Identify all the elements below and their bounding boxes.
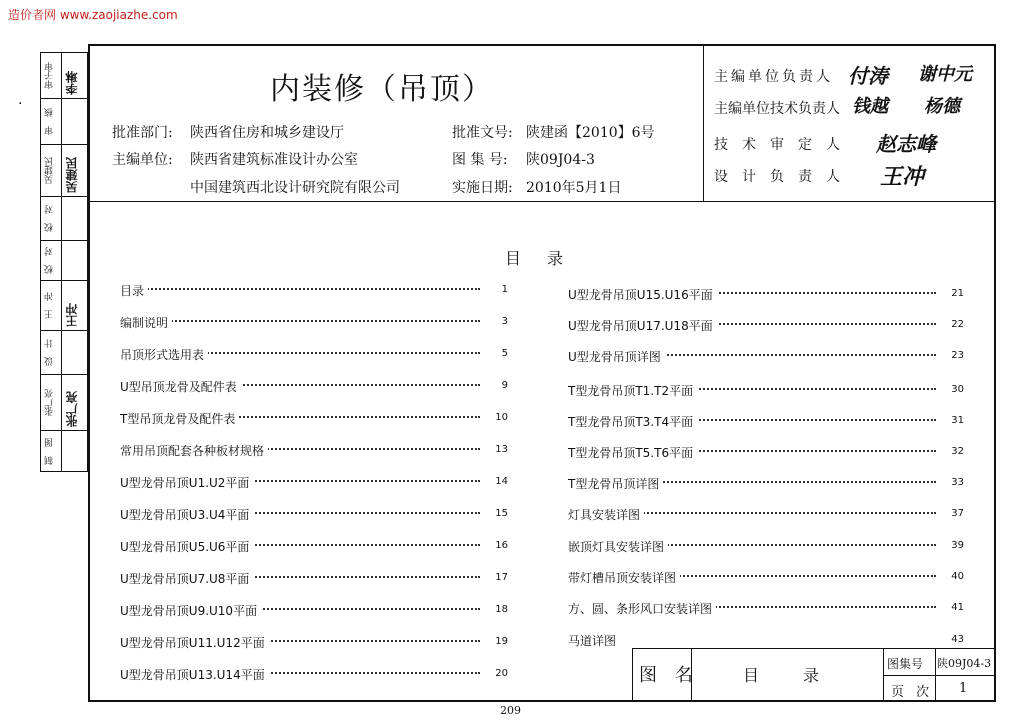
page-number: 209: [500, 704, 521, 717]
toc-item[interactable]: [568, 600, 964, 618]
strip-label: 制 图: [45, 438, 55, 466]
toc-item[interactable]: [568, 538, 964, 556]
header-vertical-divider: [703, 44, 704, 201]
strip-label: 校 对: [45, 205, 55, 233]
toc-item-page: 32: [940, 446, 964, 457]
toc-item[interactable]: [120, 602, 508, 620]
resp-label-1: 主编单位负责人: [714, 69, 833, 85]
toc-item[interactable]: [120, 346, 508, 364]
toc-item-name: 编制说明: [120, 314, 172, 331]
toc-item[interactable]: [120, 314, 508, 332]
toc-item-name: U型龙骨吊顶U7.U8平面: [120, 570, 253, 587]
toc-item-name: 吊顶形式选用表: [120, 346, 208, 363]
toc-item-page: 16: [484, 540, 508, 551]
toc-item-name: U型吊顶龙骨及配件表: [120, 378, 241, 395]
toc-item[interactable]: [568, 348, 964, 366]
toc-item-name: 方、圆、条形风口安装详图: [568, 600, 716, 617]
toc-item-name: U型龙骨吊顶U11.U12平面: [120, 634, 269, 651]
drawing-name: 目 录: [743, 666, 834, 685]
toc-item[interactable]: [120, 570, 508, 588]
toc-item-page: 1: [484, 284, 508, 295]
strip-signature: 吴建民: [65, 157, 79, 193]
page-title: 内装修（吊顶）: [270, 72, 494, 107]
toc-item-name: 嵌顶灯具安装详图: [568, 538, 668, 555]
toc-item-name: U型龙骨吊顶U3.U4平面: [120, 506, 253, 523]
toc-item[interactable]: [568, 569, 964, 587]
toc-item-page: 22: [940, 319, 964, 330]
toc-item[interactable]: [120, 634, 508, 652]
toc-item[interactable]: [568, 506, 964, 524]
resp-signature-3: 赵志峰: [876, 132, 936, 156]
toc-item-page: 5: [484, 348, 508, 359]
toc-item-name: T型吊顶龙骨及配件表: [120, 410, 239, 427]
drawing-name-label: 图 名: [639, 665, 699, 686]
toc-item-page: 33: [940, 477, 964, 488]
toc-item[interactable]: [568, 286, 964, 304]
toc-item-page: 40: [940, 571, 964, 582]
toc-item-name: T型龙骨吊顶T1.T2平面: [568, 382, 697, 399]
strip-signature: 张广亮: [65, 391, 79, 427]
toc-title: 目录: [505, 249, 590, 268]
strip-label: 设 计: [45, 339, 55, 367]
toc-item[interactable]: [120, 378, 508, 396]
date-label: 实施日期:: [452, 180, 513, 196]
toc-item-page: 30: [940, 384, 964, 395]
resp-label-2: 主编单位技术负责人: [714, 101, 840, 117]
editor-2: 中国建筑西北设计研究院有限公司: [190, 180, 400, 196]
resp-label-3: 技术审定人: [714, 137, 854, 153]
toc-item-page: 18: [484, 604, 508, 615]
toc-item-name: U型龙骨吊顶U17.U18平面: [568, 317, 717, 334]
doc-no-label: 批准文号:: [452, 125, 513, 141]
toc-item-name: U型龙骨吊顶U5.U6平面: [120, 538, 253, 555]
toc-item-name: U型龙骨吊顶U1.U2平面: [120, 474, 253, 491]
toc-item[interactable]: [568, 382, 964, 400]
strip-signature: 李琳: [65, 71, 79, 95]
toc-item-name: 马道详图: [568, 632, 620, 649]
strip-label: 审子审: [45, 62, 55, 90]
atlas-no: 陕09J04-3: [526, 152, 595, 168]
strip-signature: 王冲: [65, 303, 79, 327]
resp-label-4: 设计负责人: [714, 169, 854, 185]
watermark: 造价者网 www.zaojiazhe.com: [8, 8, 178, 22]
editor-label: 主编单位:: [112, 152, 173, 168]
toc-item-page: 13: [484, 444, 508, 455]
toc-item-page: 37: [940, 508, 964, 519]
resp-signature-4: 王冲: [880, 164, 925, 190]
toc-item-page: 17: [484, 572, 508, 583]
strip-label: 张广亮: [45, 389, 55, 417]
approve-dept: 陕西省住房和城乡建设厅: [190, 125, 344, 141]
toc-item-name: U型龙骨吊顶U13.U14平面: [120, 666, 269, 683]
toc-item[interactable]: [120, 442, 508, 460]
resp-signature-1b: 谢中元: [918, 64, 972, 85]
doc-no: 陕建函【2010】6号: [526, 125, 655, 141]
strip-label: 吴建民: [45, 157, 55, 185]
toc-item-name: U型龙骨吊顶U15.U16平面: [568, 286, 717, 303]
side-sign-strip: [40, 52, 88, 472]
strip-label: 王 冲: [45, 292, 55, 320]
editor-1: 陕西省建筑标准设计办公室: [190, 152, 358, 168]
toc-item[interactable]: [120, 538, 508, 556]
page-label: 页 次: [891, 685, 934, 700]
dot-mark: ·: [18, 96, 23, 112]
resp-signature-2: 钱越: [852, 96, 888, 117]
toc-item[interactable]: [568, 413, 964, 431]
toc-item-page: 43: [940, 634, 964, 645]
toc-item[interactable]: [120, 666, 508, 684]
toc-item-name: T型龙骨吊顶T5.T6平面: [568, 444, 697, 461]
toc-item-page: 41: [940, 602, 964, 613]
toc-item-name: U型龙骨吊顶详图: [568, 348, 665, 365]
page-value: 1: [959, 681, 968, 696]
resp-signature-2b: 杨德: [924, 96, 960, 117]
toc-item-name: T型龙骨吊顶T3.T4平面: [568, 413, 697, 430]
toc-item-page: 23: [940, 350, 964, 361]
title-block: [632, 648, 996, 702]
toc-item-page: 15: [484, 508, 508, 519]
toc-item-page: 19: [484, 636, 508, 647]
toc-item-name: 带灯槽吊顶安装详图: [568, 569, 680, 586]
atlas-no-label: 图集号: [887, 657, 924, 671]
toc-item[interactable]: [568, 444, 964, 462]
strip-label: 审 核: [45, 108, 55, 136]
date: 2010年5月1日: [526, 180, 622, 196]
toc-item-name: U型龙骨吊顶U9.U10平面: [120, 602, 261, 619]
toc-item-name: 目录: [120, 282, 148, 299]
toc-item[interactable]: [120, 506, 508, 524]
toc-item-page: 14: [484, 476, 508, 487]
toc-item-page: 10: [484, 412, 508, 423]
toc-item-page: 21: [940, 288, 964, 299]
toc-item-page: 3: [484, 316, 508, 327]
resp-signature-1: 付涛: [848, 64, 888, 88]
header-divider: [88, 201, 996, 202]
toc-item[interactable]: [568, 317, 964, 335]
toc-item-name: 灯具安装详图: [568, 506, 644, 523]
toc-item[interactable]: [120, 474, 508, 492]
toc-item-name: 常用吊顶配套各种板材规格: [120, 442, 268, 459]
toc-item-name: T型龙骨吊顶详图: [568, 475, 663, 492]
atlas-label: 图 集 号:: [452, 152, 508, 168]
atlas-no-value: 陕09J04-3: [937, 657, 992, 670]
toc-item[interactable]: [568, 475, 964, 493]
strip-label: 校 对: [45, 247, 55, 275]
toc-item-page: 39: [940, 540, 964, 551]
approve-dept-label: 批准部门:: [112, 125, 173, 141]
toc-item-page: 9: [484, 380, 508, 391]
toc-item[interactable]: [120, 410, 508, 428]
toc-item-page: 20: [484, 668, 508, 679]
toc-item[interactable]: [120, 282, 508, 300]
toc-item-page: 31: [940, 415, 964, 426]
